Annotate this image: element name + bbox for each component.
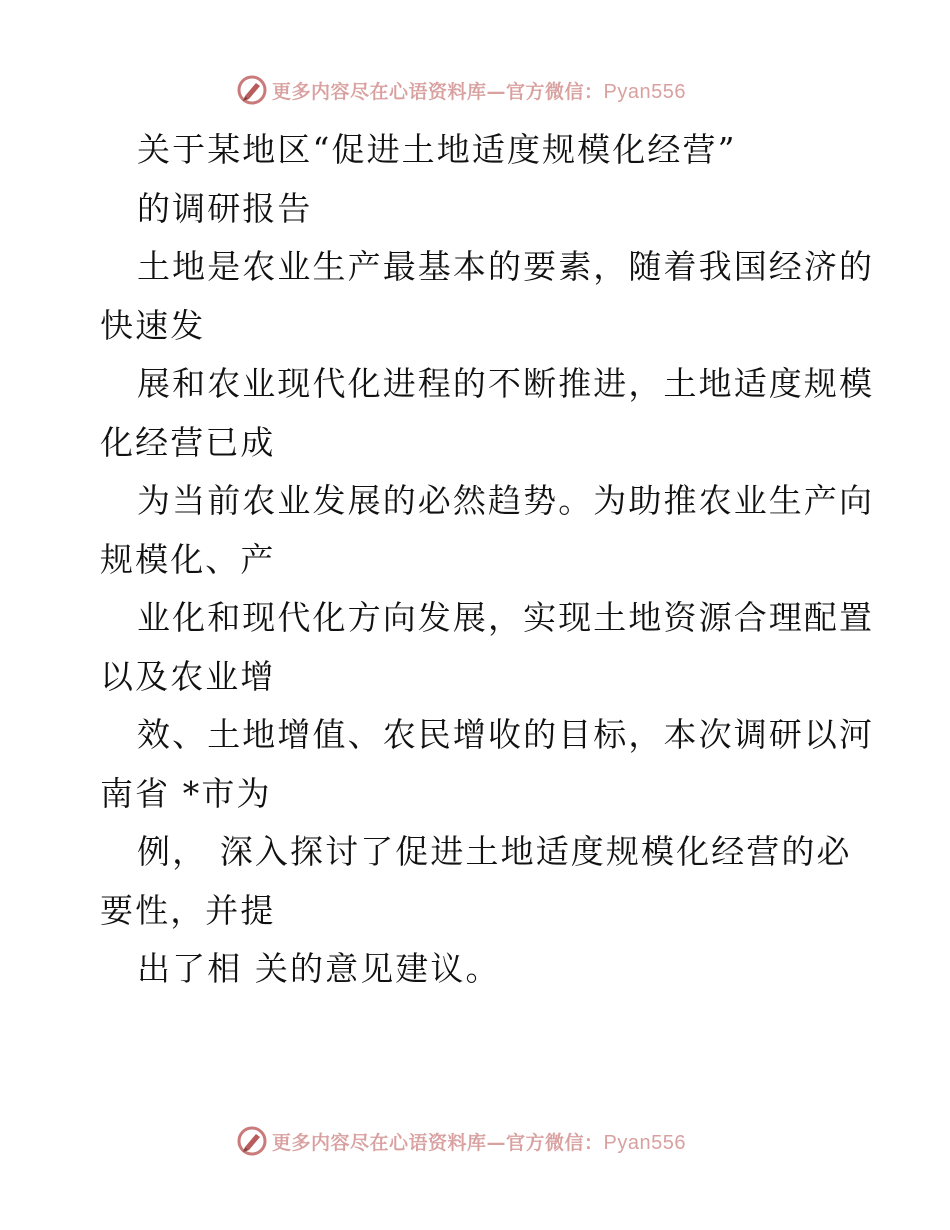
paragraph-line: 展和农业现代化进程的不断推进，土地适度规模 bbox=[137, 364, 875, 403]
paragraph-line: 要性，并提 bbox=[100, 890, 276, 930]
paragraph-line: 出了相 关的意见建议。 bbox=[137, 949, 501, 988]
paragraph-line: 业化和现代化方向发展，实现土地资源合理配置 bbox=[137, 598, 875, 637]
pen-circle-logo-icon bbox=[236, 74, 268, 106]
paragraph-line: 化经营已成 bbox=[100, 422, 276, 462]
document-title-line: 的调研报告 bbox=[137, 188, 313, 228]
pen-circle-logo-icon bbox=[236, 1125, 268, 1157]
paragraph-line: 以及农业增 bbox=[100, 656, 276, 696]
paragraph-line: 规模化、产 bbox=[100, 539, 276, 579]
paragraph-line: 快速发 bbox=[100, 305, 206, 345]
watermark-text: 更多内容尽在心语资料库—官方微信：Pyan556 bbox=[272, 1131, 686, 1154]
document-body bbox=[100, 121, 875, 999]
paragraph-line: 例， 深入探讨了促进土地适度规模化经营的必 bbox=[137, 832, 852, 871]
document-title-line: 关于某地区“促进土地适度规模化经营” bbox=[137, 130, 737, 169]
header-watermark bbox=[236, 73, 686, 107]
paragraph-line: 土地是农业生产最基本的要素，随着我国经济的 bbox=[137, 247, 875, 286]
paragraph-line: 效、土地增值、农民增收的目标，本次调研以河 bbox=[137, 715, 875, 754]
watermark-text: 更多内容尽在心语资料库—官方微信：Pyan556 bbox=[272, 80, 686, 103]
paragraph-line: 南省 *市为 bbox=[100, 773, 272, 813]
footer-watermark bbox=[236, 1124, 686, 1158]
paragraph-line: 为当前农业发展的必然趋势。为助推农业生产向 bbox=[137, 481, 875, 520]
